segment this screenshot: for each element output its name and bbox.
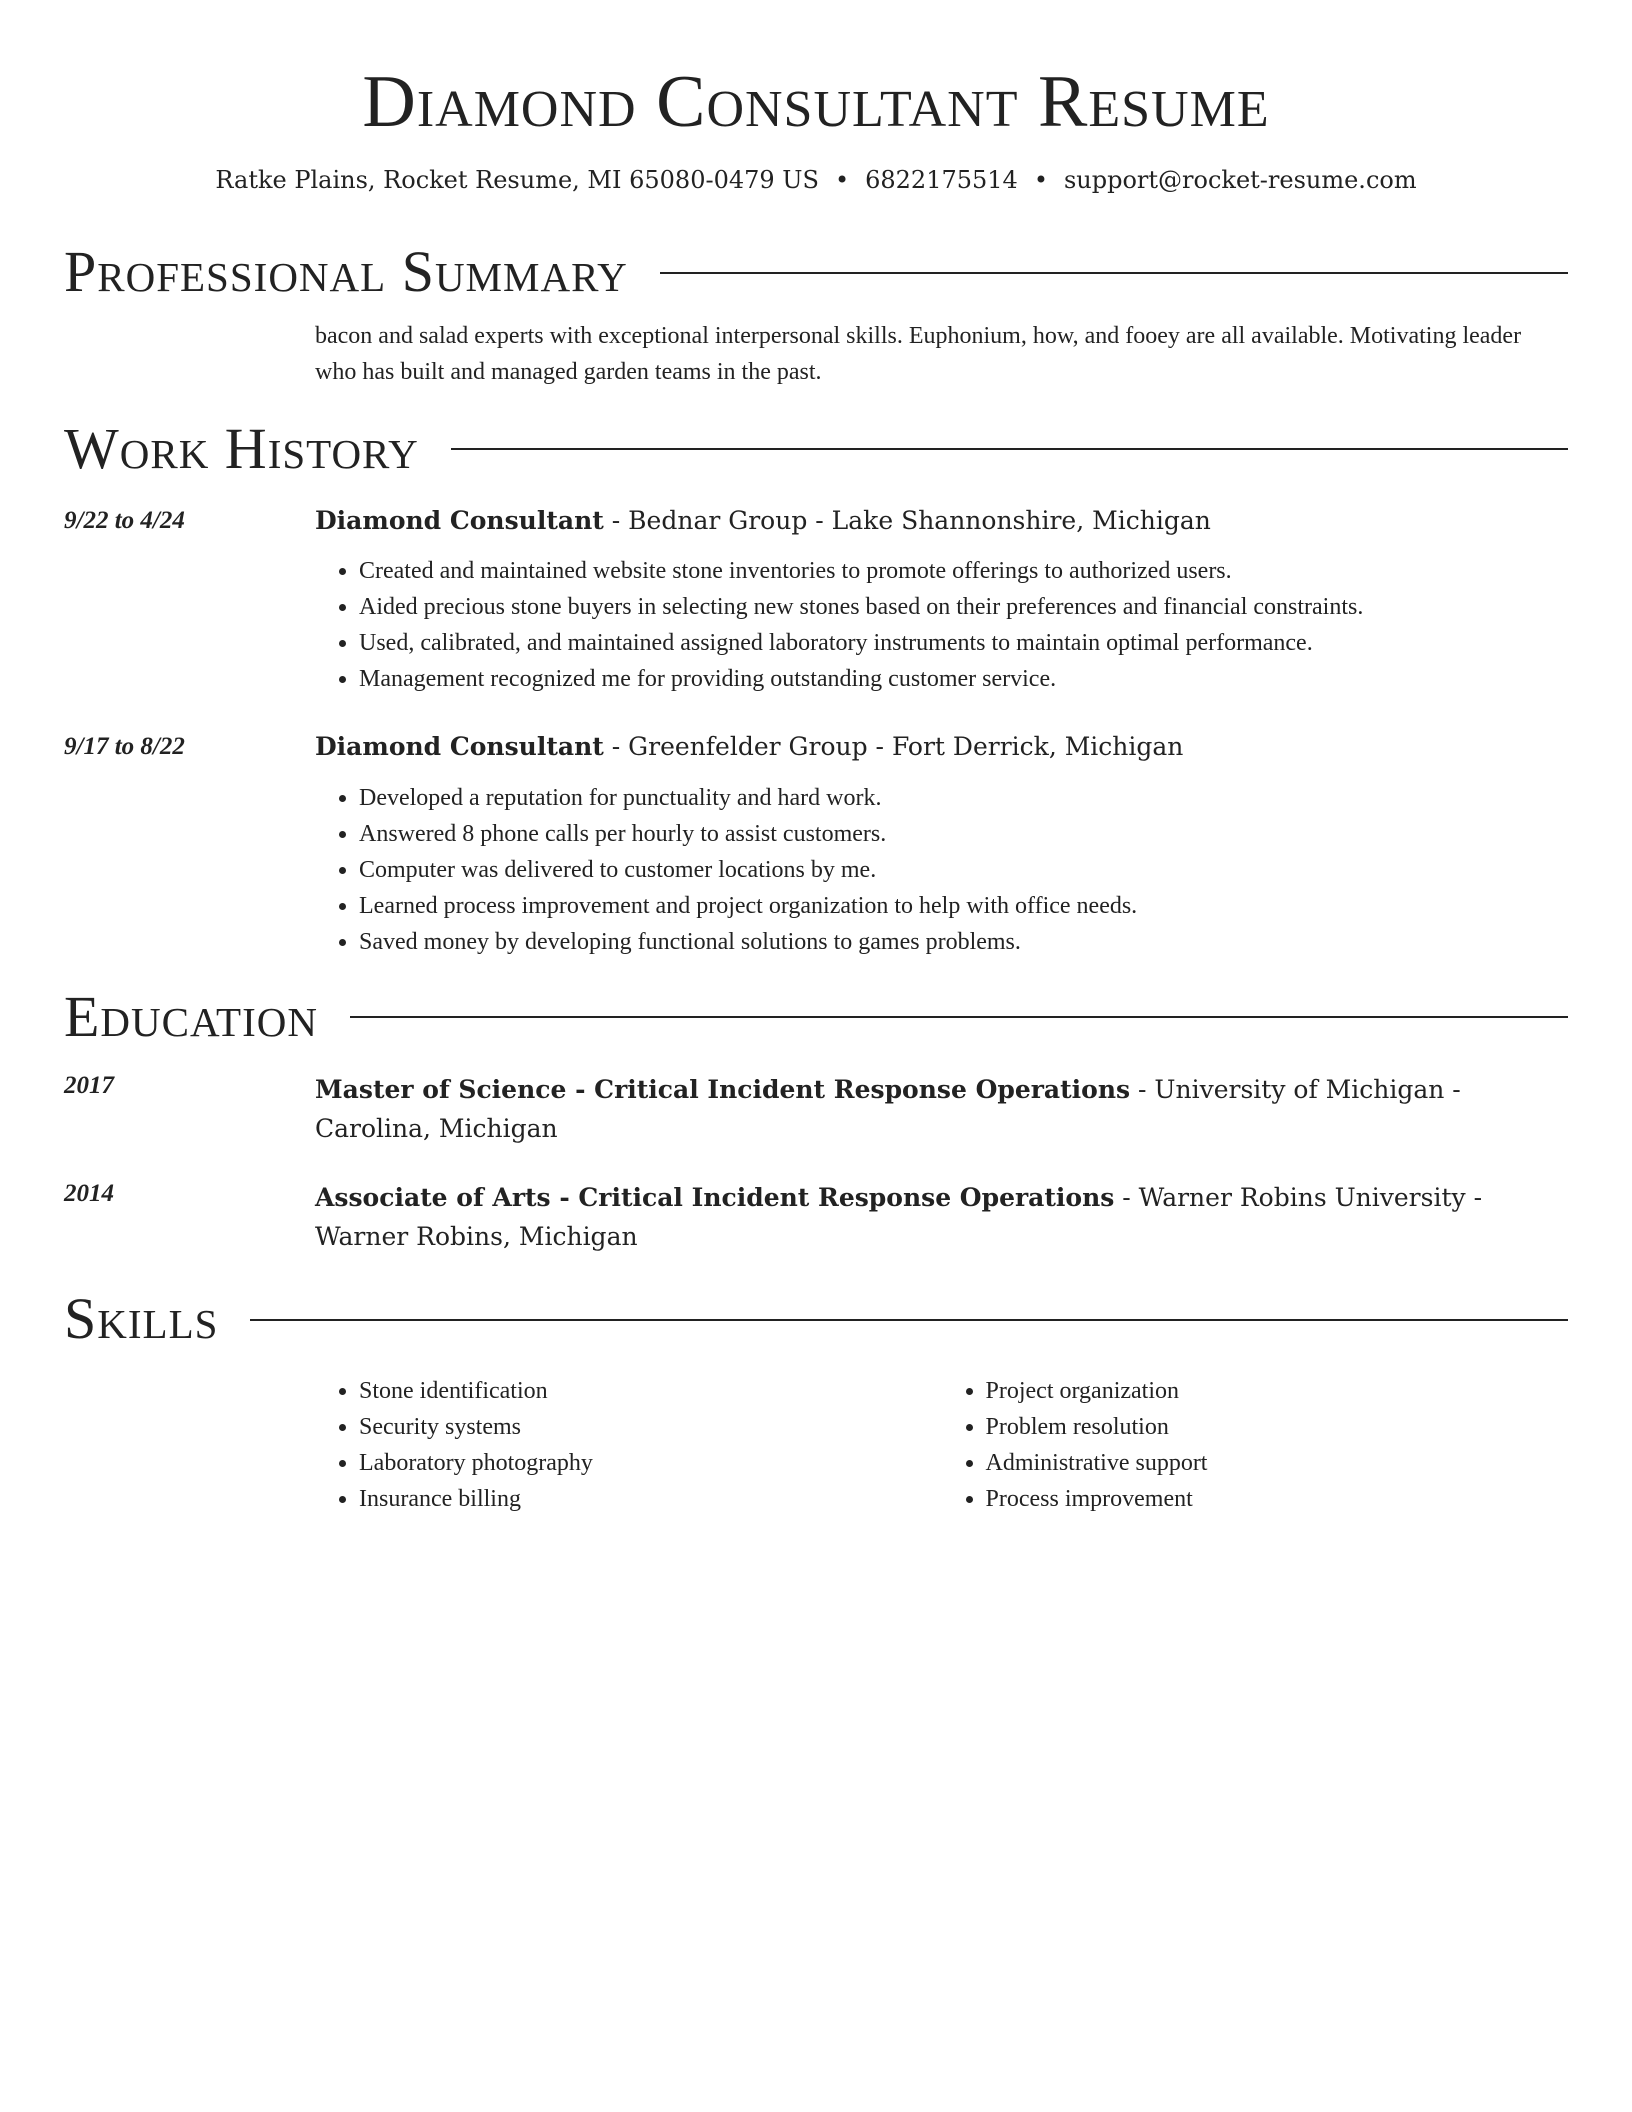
work-section-header [64,416,1568,483]
education-body [315,1178,1568,1256]
skill-item: • Problem resolution [986,1409,1569,1445]
skill-item: • Stone identification [359,1373,942,1409]
job-bullet: • Developed a reputation for punctuality and hard work. [359,780,1568,816]
skills-column-right [942,1373,1569,1517]
page-title: Diamond Consultant Resume [362,61,1270,143]
job-company: - Greenfelder Group - Fort Derrick, Michigan [603,732,1184,762]
education-degree: Associate of Arts - Critical Incident Response Operations [315,1183,1115,1213]
job-body [315,505,1568,698]
job-entry [64,505,1568,698]
summary-text: bacon and salad experts with exceptional interpersonal skills. Euphonium, how, and fooey are all available. Motivating leader who has built and managed garden teams in the past. [315,322,1522,385]
contact-phone: 6822175514 [865,166,1018,195]
skills-list [315,1373,1568,1517]
skill-item: • Project organization [986,1373,1569,1409]
skills-column-left [315,1373,942,1517]
job-bullet: • Aided precious stone buyers in selecting new stones based on their preferences and financial constraints. [359,589,1568,625]
skill-item: • Laboratory photography [359,1445,942,1481]
contact-separator: • [834,166,850,195]
section-divider [451,448,1568,450]
job-title: Diamond Consultant [315,732,604,762]
skill-item: • Process improvement [986,1481,1569,1517]
summary-section-header [64,239,1568,306]
education-school: - Warner Robins University - Warner Robins, Michigan [315,1183,1483,1252]
job-bullet: • Used, calibrated, and maintained assigned laboratory instruments to maintain optimal performance. [359,625,1568,661]
contact-line [64,165,1568,196]
job-bullet: • Computer was delivered to customer locations by me. [359,852,1568,888]
contact-separator: • [1033,166,1048,195]
job-entry [64,731,1568,960]
job-bullet: • Saved money by developing functional solutions to games problems. [359,924,1568,960]
job-bullet: • Management recognized me for providing outstanding customer service. [359,661,1568,697]
skill-item: • Administrative support [986,1445,1569,1481]
job-dates: 9/17 to 8/22 [64,733,185,761]
summary-heading: Professional Summary [64,239,628,305]
skills-section-header [64,1286,1568,1353]
job-heading [315,505,1568,538]
education-year: 2014 [64,1180,114,1208]
contact-email: support@rocket-resume.com [1063,166,1417,195]
education-body [315,1070,1568,1148]
section-divider [660,272,1568,274]
work-heading: Work History [64,415,419,481]
job-bullets [315,553,1568,697]
skills-heading: Skills [64,1286,219,1352]
education-year: 2017 [64,1072,114,1100]
job-bullet: • Learned process improvement and project organization to help with office needs. [359,888,1568,924]
job-body [315,731,1568,960]
job-bullet: • Answered 8 phone calls per hourly to assist customers. [359,816,1568,852]
section-divider [350,1016,1568,1018]
section-divider [250,1319,1568,1321]
job-heading [315,731,1568,764]
education-entry [64,1178,1568,1256]
skill-item: • Insurance billing [359,1481,942,1517]
contact-address: Ratke Plains, Rocket Resume, MI 65080-0479 US [215,166,819,195]
job-bullet: • Created and maintained website stone inventories to promote offerings to authorized users. [359,553,1568,589]
resume-page [64,0,1568,1517]
education-section-header [64,984,1568,1051]
education-degree: Master of Science - Critical Incident Response Operations [315,1075,1131,1105]
job-title: Diamond Consultant [315,505,604,535]
job-bullets [315,780,1568,960]
job-dates: 9/22 to 4/24 [64,506,185,534]
education-heading: Education [64,983,318,1049]
education-entry [64,1070,1568,1148]
skill-item: • Security systems [359,1409,942,1445]
education-school: - University of Michigan - Carolina, Michigan [315,1075,1461,1144]
job-company: - Bednar Group - Lake Shannonshire, Michigan [603,505,1211,535]
